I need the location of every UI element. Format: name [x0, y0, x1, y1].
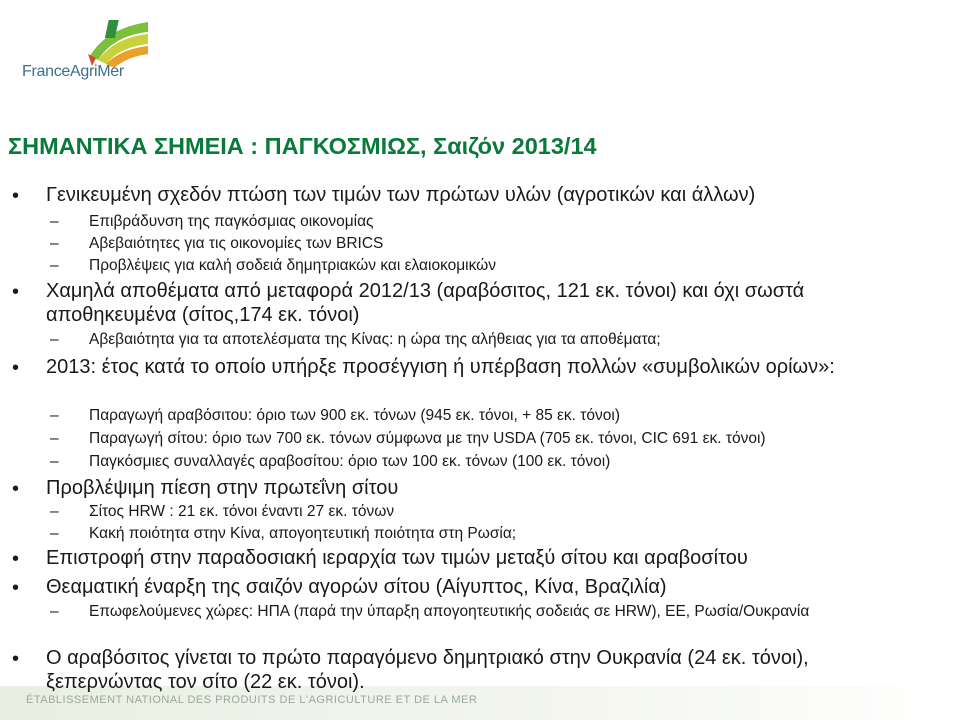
footer-text: ÉTABLISSEMENT NATIONAL DES PRODUITS DE L'AGRICULTURE ET DE LA MER: [26, 694, 478, 706]
sub-bullet-dash: –: [50, 525, 59, 542]
bullet-marker: •: [12, 548, 20, 570]
sub-bullet-text: Προβλέψεις για καλή σοδειά δημητριακών και ελαιοκομικών: [89, 257, 497, 274]
bullet-text: Ο αραβόσιτος γίνεται το πρώτο παραγόμενο δημητριακό στην Ουκρανία (24 εκ. τόνοι), ξεπερνώντας τον σίτο (22 εκ. τόνοι).: [46, 647, 809, 693]
sub-bullet-text: Αβεβαιότητα για τα αποτελέσματα της Κίνας: η ώρα της αλήθειας για τα αποθέματα;: [89, 331, 661, 348]
bullet-marker: •: [12, 185, 20, 207]
sub-bullet-dash: –: [50, 503, 59, 520]
sub-bullet-dash: –: [50, 453, 59, 470]
sub-bullet-text: Επιβράδυνση της παγκόσμιας οικονομίας: [89, 213, 374, 230]
bullet-marker: •: [12, 648, 20, 670]
sub-bullet-dash: –: [50, 257, 59, 274]
sub-bullet-dash: –: [50, 235, 59, 252]
sub-bullet-text: Παραγωγή αραβόσιτου: όριο των 900 εκ. τόνων (945 εκ. τόνοι, + 85 εκ. τόνοι): [89, 407, 620, 424]
bullet-text: Επιστροφή στην παραδοσιακή ιεραρχία των τιμών μεταξύ σίτου και αραβοσίτου: [46, 547, 748, 569]
bullet-marker: •: [12, 577, 20, 599]
sub-bullet-dash: –: [50, 213, 59, 230]
sub-bullet-dash: –: [50, 407, 59, 424]
bullet-marker: •: [12, 478, 20, 500]
sub-bullet-text: Σίτος HRW : 21 εκ. τόνοι έναντι 27 εκ. τόνων: [89, 503, 395, 520]
sub-bullet-text: Αβεβαιότητες για τις οικονομίες των BRICS: [89, 235, 384, 252]
sub-bullet-dash: –: [50, 430, 59, 447]
sub-bullet-dash: –: [50, 603, 59, 620]
bullet-text: Γενικευμένη σχεδόν πτώση των τιμών των πρώτων υλών (αγροτικών και άλλων): [46, 184, 756, 206]
bullet-text: Θεαματική έναρξη της σαιζόν αγορών σίτου (Αίγυπτος, Κίνα, Βραζιλία): [46, 576, 667, 598]
logo-text: FranceAgriMer: [22, 63, 124, 80]
sub-bullet-text: Κακή ποιότητα στην Κίνα, απογοητευτική ποιότητα στη Ρωσία;: [89, 525, 517, 542]
slide-title: ΣΗΜΑΝΤΙΚΑ ΣΗΜΕΙΑ : ΠΑΓΚΟΣΜΙΩΣ, Σαιζόν 2013/14: [8, 133, 597, 159]
sub-bullet-text: Επωφελούμενες χώρες: ΗΠΑ (παρά την ύπαρξη απογοητευτικής σοδειάς σε HRW), ΕΕ, Ρωσία/Ουκρανία: [89, 603, 810, 620]
bullet-text: Χαμηλά αποθέματα από μεταφορά 2012/13 (αραβόσιτος, 121 εκ. τόνοι) και όχι σωστά αποθηκευμένα (σίτος,174 εκ. τόνοι): [46, 280, 805, 326]
sub-bullet-text: Παγκόσμιες συναλλαγές αραβοσίτου: όριο των 100 εκ. τόνων (100 εκ. τόνοι): [89, 453, 611, 470]
sub-bullet-dash: –: [50, 331, 59, 348]
bullet-marker: •: [12, 357, 20, 379]
bullet-marker: •: [12, 281, 20, 303]
bullet-text: Προβλέψιμη πίεση στην πρωτεΐνη σίτου: [46, 477, 399, 499]
bullet-text: 2013: έτος κατά το οποίο υπήρξε προσέγγιση ή υπέρβαση πολλών «συμβολικών ορίων»:: [46, 356, 835, 378]
sub-bullet-text: Παραγωγή σίτου: όριο των 700 εκ. τόνων σύμφωνα με την USDA (705 εκ. τόνοι, CIC 691 εκ. τόνοι): [89, 430, 766, 447]
